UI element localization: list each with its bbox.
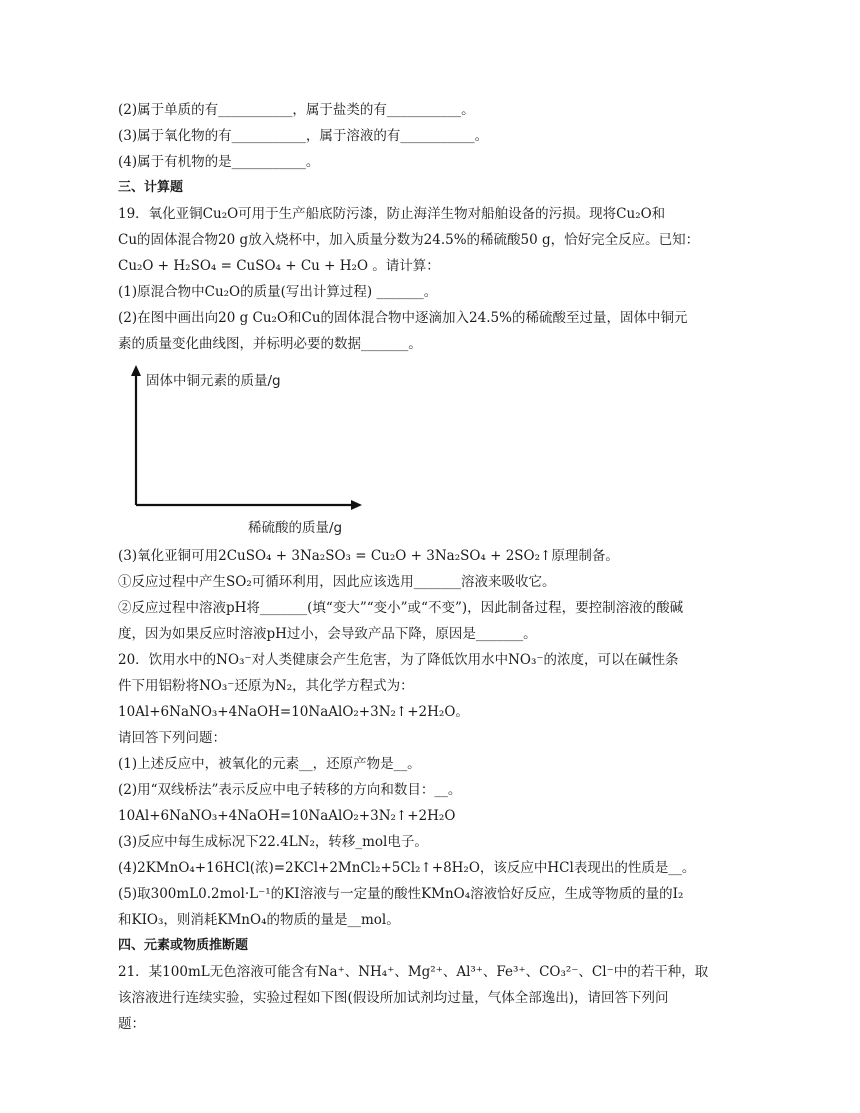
section-heading-calculation: 三、计算题 <box>118 180 184 195</box>
q19-stem-line2: Cu的固体混合物20 g放入烧杯中，加入质量分数为24.5%的稀硫酸50 g，恰好完全反应。已知： <box>118 232 700 248</box>
q21-stem-line3: 题： <box>118 1016 145 1032</box>
blank-axes-figure <box>124 363 364 543</box>
document-body <box>118 97 746 1037</box>
x-axis-arrow <box>351 500 362 510</box>
q20-stem-line3: 请回答下列问题： <box>118 730 226 746</box>
q19-part3: (3)氧化亚铜可用2CuSO₄ + 3Na₂SO₃ = Cu₂O + 3Na₂SO₄ + 2SO₂↑原理制备。 <box>118 548 619 564</box>
q18-part2: (2)属于单质的有___________，属于盐类的有___________。 <box>118 102 475 118</box>
section-heading-inference: 四、元素或物质推断题 <box>118 938 249 953</box>
y-axis-label: 固体中铜元素的质量/g <box>146 373 281 389</box>
q20-part2: (2)用“双线桥法”表示反应中电子转移的方向和数目：__。 <box>118 782 462 798</box>
q19-part3-sub1: ①反应过程中产生SO₂可循环利用，因此应该选用_______溶液来吸收它。 <box>118 574 556 590</box>
x-axis-label: 稀硫酸的质量/g <box>248 520 343 536</box>
q18-part4: (4)属于有机物的是___________。 <box>118 154 320 170</box>
q21-stem-line1: 21．某100mL无色溶液可能含有Na⁺、NH₄⁺、Mg²⁺、Al³⁺、Fe³⁺、CO₃²⁻、Cl⁻中的若干种，取 <box>118 964 709 980</box>
q19-stem-line1: 19．氧化亚铜Cu₂O可用于生产船底防污漆，防止海洋生物对船舶设备的污损。现将Cu₂O和 <box>118 206 666 222</box>
q20-part3: (3)反应中每生成标况下22.4LN₂，转移_mol电子。 <box>118 834 428 850</box>
q21-stem-line2: 该溶液进行连续实验，实验过程如下图(假设所加试剂均过量，气体全部逸出)，请回答下列问 <box>118 990 669 1006</box>
q19-part3-sub2-line2: 度，因为如果反应时溶液pH过小，会导致产品下降，原因是_______。 <box>118 626 537 642</box>
q20-part2-equation: 10Al+6NaNO₃+4NaOH=10NaAlO₂+3N₂↑+2H₂O <box>118 808 456 824</box>
q18-part3: (3)属于氧化物的有___________，属于溶液的有___________。 <box>118 128 489 144</box>
q19-part3-sub2-line1: ②反应过程中溶液pH将_______(填“变大”“变小”或“不变”)，因此制备过程，要控制溶液的酸碱 <box>118 600 684 616</box>
q20-part4: (4)2KMnO₄+16HCl(浓)=2KCl+2MnCl₂+5Cl₂↑+8H₂O，该反应中HCl表现出的性质是__。 <box>118 860 696 876</box>
q19-part2-line2: 素的质量变化曲线图，并标明必要的数据_______。 <box>118 336 422 352</box>
q20-part1: (1)上述反应中，被氧化的元素__，还原产物是__。 <box>118 756 421 772</box>
q20-stem-line1: 20．饮用水中的NO₃⁻对人类健康会产生危害，为了降低饮用水中NO₃⁻的浓度，可以在碱性条 <box>118 652 679 668</box>
q19-equation: Cu₂O + H₂SO₄ = CuSO₄ + Cu + H₂O 。请计算： <box>118 258 440 274</box>
q19-part1: (1)原混合物中Cu₂O的质量(写出计算过程) _______。 <box>118 284 438 300</box>
q20-part5-line2: 和KIO₃，则消耗KMnO₄的物质的量是__mol。 <box>118 912 400 928</box>
q20-stem-line2: 件下用铝粉将NO₃⁻还原为N₂，其化学方程式为：10Al+6NaNO₃+4NaOH=10NaAlO₂+3N₂↑+2H₂O。 <box>118 678 469 720</box>
y-axis-arrow <box>131 365 141 376</box>
q19-part2-line1: (2)在图中画出向20 g Cu₂O和Cu的固体混合物中逐滴加入24.5%的稀硫酸至过量，固体中铜元 <box>118 310 688 326</box>
q20-part5-line1: (5)取300mL0.2mol·L⁻¹的KI溶液与一定量的酸性KMnO₄溶液恰好反应，生成等物质的量的I₂ <box>118 886 684 902</box>
